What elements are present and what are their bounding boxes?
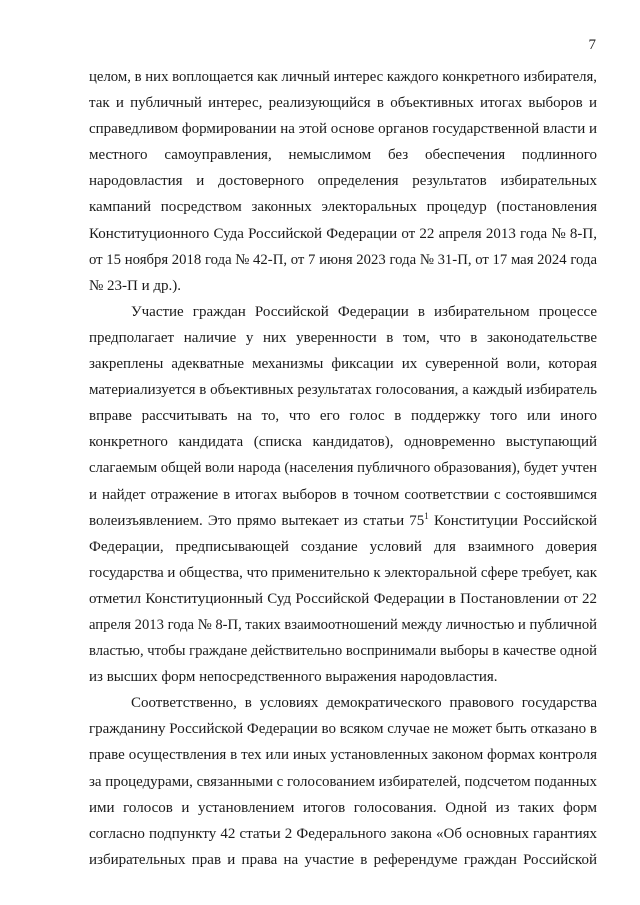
text-fragment: волеизъявлением. Это прямо вытекает из статьи 75 <box>89 512 425 529</box>
text-fragment: Конституции Российской <box>428 512 597 529</box>
text-line: избирательных прав и права на участие в референдуме граждан Российской <box>89 851 597 868</box>
text-line: праве осуществления в тех или иных установленных законом формах контроля <box>89 747 597 764</box>
text-line: согласно подпункту 42 статьи 2 Федерального закона «Об основных гарантиях <box>89 825 597 842</box>
superscript: 1 <box>424 510 429 521</box>
paragraph-1 <box>89 64 597 299</box>
text-line: Конституционного Суда Российской Федерации от 22 апреля 2013 года № 8-П, <box>89 225 597 242</box>
paragraph-3 <box>89 690 597 873</box>
text-line: местного самоуправления, немыслимом без обеспечения подлинного <box>89 147 597 164</box>
text-line: государства и общества, что применительно к электоральной сфере требует, как <box>89 564 597 581</box>
text-line: материализуется в объективных результатах голосования, а каждый избиратель <box>89 382 597 399</box>
text-line: № 23-П и др.). <box>89 277 182 294</box>
text-line: властью, чтобы граждане действительно воспринимали выборы в качестве одной <box>89 643 597 660</box>
text-line: так и публичный интерес, реализующийся в объективных итогах выборов и <box>89 95 597 112</box>
text-line: гражданину Российской Федерации во всяком случае не может быть отказано в <box>89 721 597 738</box>
text-line: апреля 2013 года № 8-П, таких взаимоотношений между личностью и публичной <box>89 616 597 633</box>
text-line: от 15 ноября 2018 года № 42-П, от 7 июня 2023 года № 31-П, от 17 мая 2024 года <box>89 251 597 268</box>
text-line-with-superscript <box>89 508 597 534</box>
text-line: из высших форм непосредственного выражения народовластия. <box>89 669 498 686</box>
text-line: предполагает наличие у них уверенности в том, что в законодательстве <box>89 329 597 346</box>
document-body <box>89 64 597 873</box>
text-line: целом, в них воплощается как личный интерес каждого конкретного избирателя, <box>89 69 597 85</box>
text-line: справедливом формировании на этой основе органов государственной власти и <box>89 121 597 138</box>
text-line: слагаемым общей воли народа (населения публичного образования), будет учтен <box>89 460 597 477</box>
text-line: закреплены адекватные механизмы фиксации их суверенной воли, которая <box>89 356 597 373</box>
text-line: Соответственно, в условиях демократического правового государства <box>131 695 597 712</box>
text-line: кампаний посредством законных электоральных процедур (постановления <box>89 199 597 216</box>
text-line: отметил Конституционный Суд Российской Федерации в Постановлении от 22 <box>89 590 597 607</box>
text-line: вправе рассчитывать на то, что его голос в поддержку того или иного <box>89 408 597 425</box>
text-line: народовластия и достоверного определения результатов избирательных <box>89 173 597 190</box>
text-line: ими голосов и установлением итогов голосования. Одной из таких форм <box>89 799 597 816</box>
text-line: за процедурами, связанными с голосованием избирателей, подсчетом поданных <box>89 773 597 790</box>
text-line: Участие граждан Российской Федерации в избирательном процессе <box>131 303 597 320</box>
text-line: Федерации, предписывающей создание условий для взаимного доверия <box>89 538 597 555</box>
paragraph-2 <box>89 299 597 690</box>
page-number: 7 <box>588 37 596 53</box>
text-line: и найдет отражение в итогах выборов в точном соответствии с состоявшимся <box>89 486 597 503</box>
text-line: конкретного кандидата (списка кандидатов), одновременно выступающий <box>89 434 597 451</box>
